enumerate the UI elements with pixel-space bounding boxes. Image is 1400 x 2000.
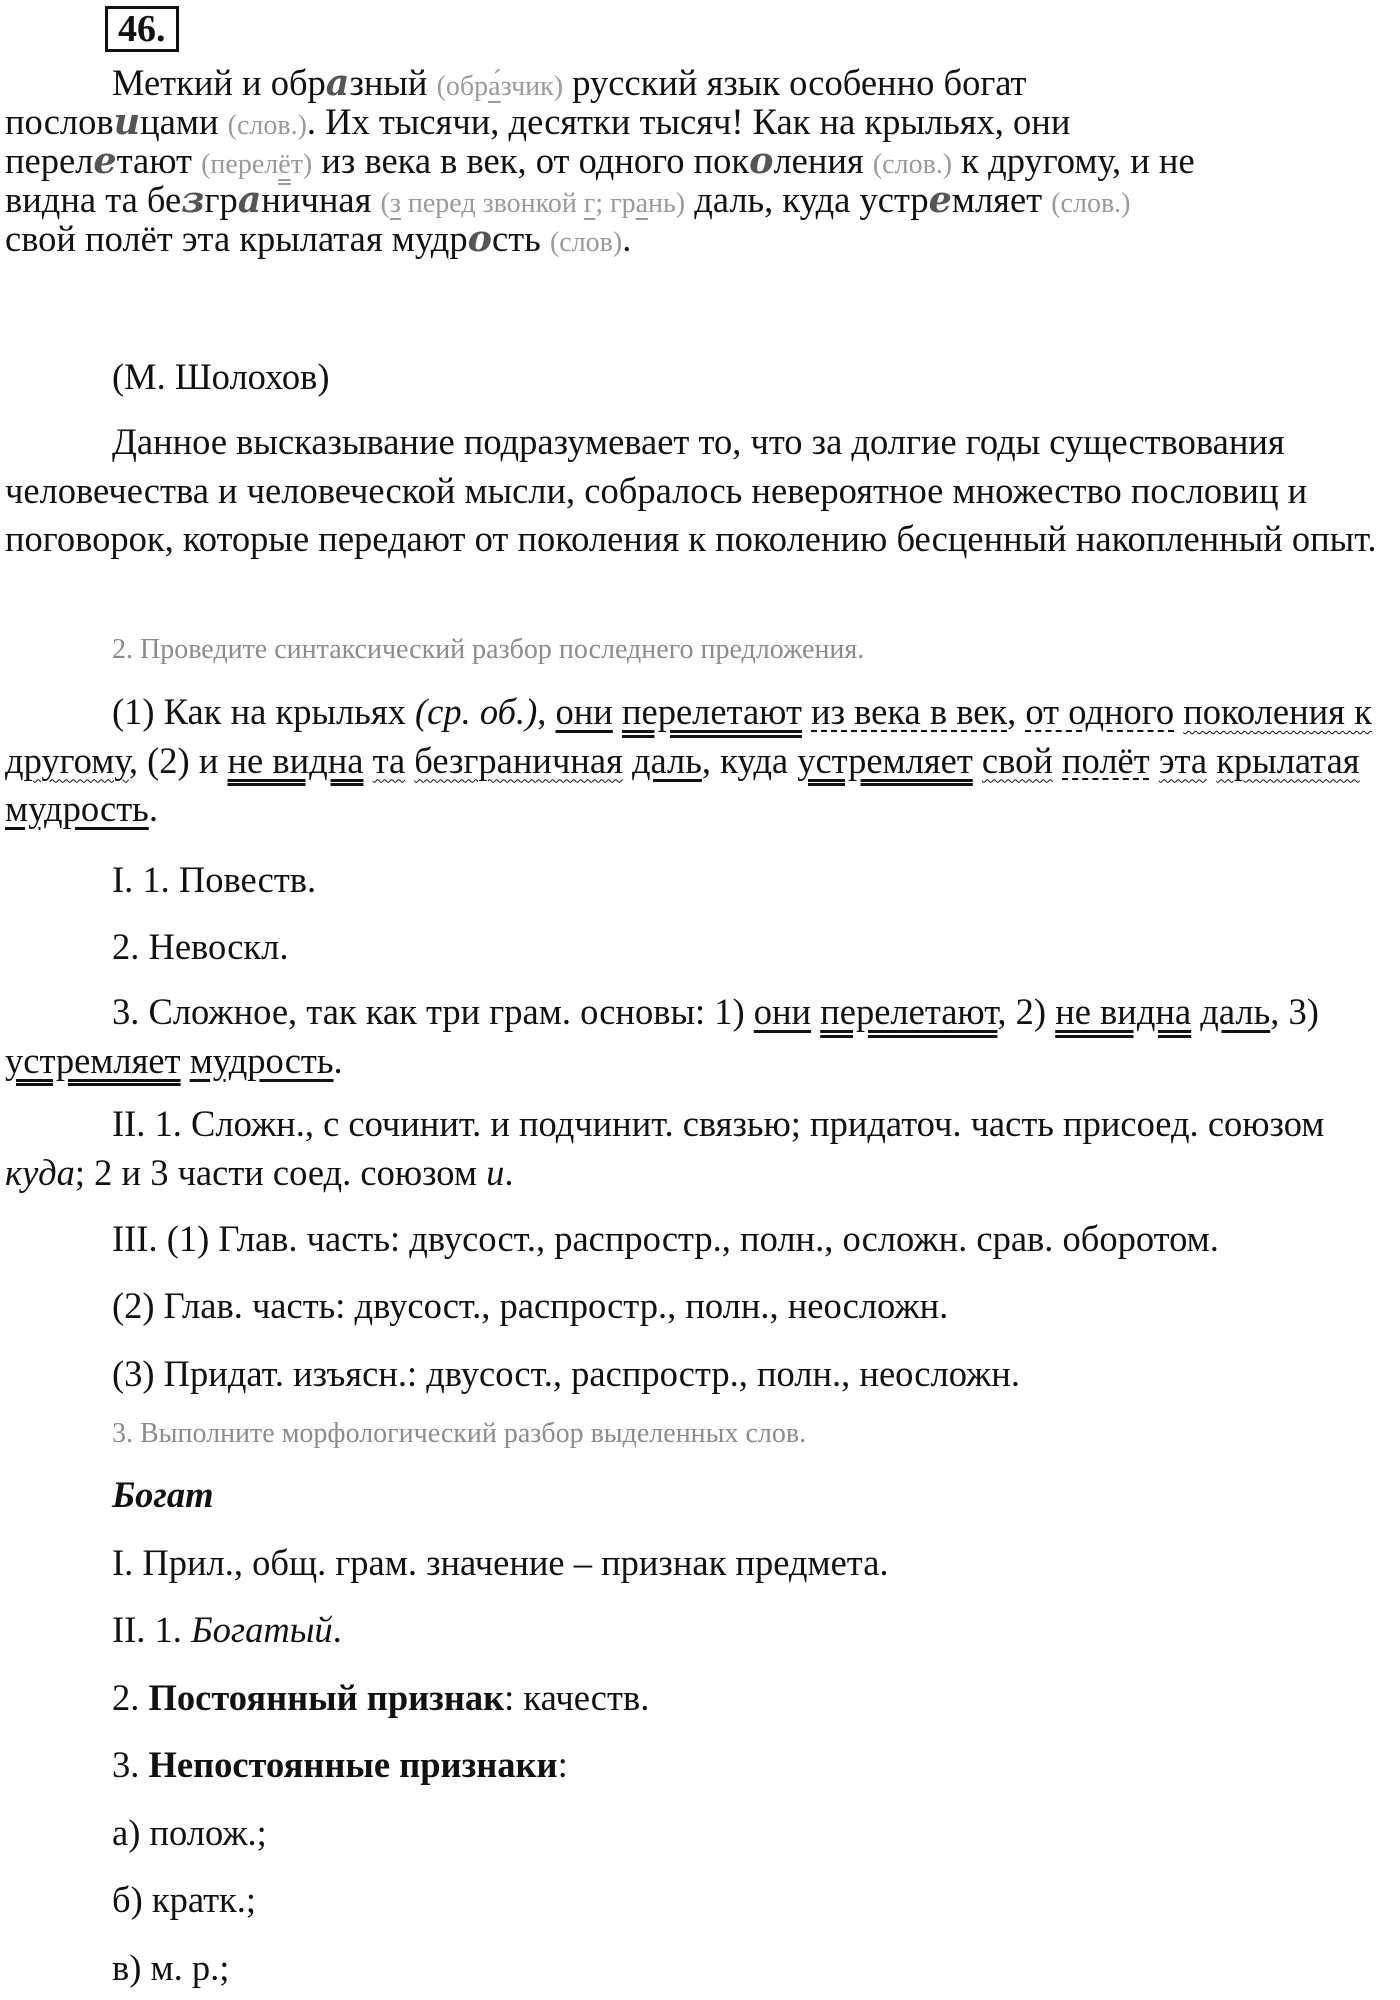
morph-line-7: в) м. р.; <box>112 1947 230 1988</box>
text-line: Меткий и образный (обра́зчик) русский язык особенно богат <box>112 61 1027 104</box>
morph-line-5: а) полож.; <box>112 1812 267 1853</box>
text-line: перелетают (перелёт) из века в век, от одного поколения (слов.) к другому, и не <box>5 139 1195 182</box>
text-line: пословицами (слов.). Их тысячи, десятки тысяч! Как на крыльях, они <box>5 100 1071 143</box>
analysis-i2: 2. Невоскл. <box>112 926 289 967</box>
text-line: свой полёт эта крылатая мудрость (слов). <box>5 217 632 260</box>
morph-line-1: I. Прил., общ. грам. значение – признак предмета. <box>112 1542 889 1583</box>
exercise-number: 46. <box>105 6 179 52</box>
analysis-i1: I. 1. Повеств. <box>112 859 317 900</box>
morph-word: Богат <box>112 1474 214 1515</box>
author: (М. Шолохов) <box>112 356 330 397</box>
syntax-parse: (1) Как на крыльях (ср. об.), они перелетают из века в век, от одного поколения к другому, (2) и не видна та безграничная даль, куда устремляет свой полёт эта крылатая мудрость. <box>5 691 1372 829</box>
analysis-iii2: (2) Глав. часть: двусост., распростр., полн., неосложн. <box>112 1285 949 1326</box>
task-2: 2. Проведите синтаксический разбор последнего предложения. <box>112 634 865 665</box>
morph-line-2: II. 1. Богатый. <box>112 1609 342 1650</box>
explanation: Данное высказывание подразумевает то, что за долгие годы существования человечества и человеческой мысли, собралось невероятное множество пословиц и поговорок, которые передают от поколения к поколению бесценный накопленный опыт. <box>5 421 1377 559</box>
text-line: видна та безграничная (з перед звонкой г; грань) даль, куда устремляет (слов.) <box>5 178 1131 221</box>
analysis-iii3: (3) Придат. изъясн.: двусост., распростр., полн., неосложн. <box>112 1353 1020 1394</box>
morph-line-6: б) кратк.; <box>112 1879 257 1920</box>
analysis-iii1: III. (1) Глав. часть: двусост., распростр., полн., осложн. срав. оборотом. <box>112 1218 1219 1259</box>
analysis-i3: 3. Сложное, так как три грам. основы: 1) они перелетают, 2) не видна даль, 3) устремляет мудрость. <box>5 991 1319 1081</box>
morph-line-4: 3. Непостоянные признаки: <box>112 1744 568 1785</box>
morph-line-3: 2. Постоянный признак: качеств. <box>112 1677 650 1718</box>
task-3: 3. Выполните морфологический разбор выделенных слов. <box>112 1418 807 1449</box>
analysis-ii1: II. 1. Сложн., с сочинит. и подчинит. связью; придаточ. часть присоед. союзом куда; 2 и 3 части соед. союзом и. <box>5 1103 1325 1193</box>
